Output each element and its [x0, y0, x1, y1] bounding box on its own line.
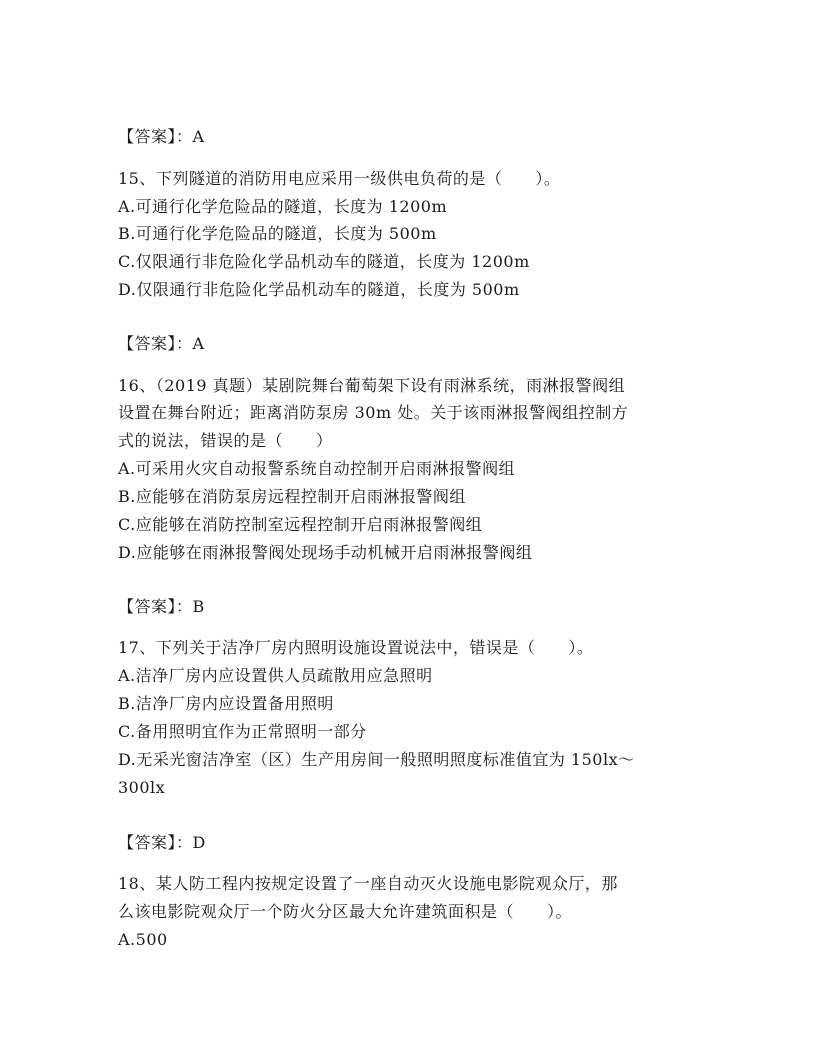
answer-16: 【答案】：B: [118, 597, 205, 616]
question-18-text-line-1: 18、某人防工程内按规定设置了一座自动灭火设施电影院观众厅，那: [118, 874, 618, 893]
question-16-option-a: A.可采用火灾自动报警系统自动控制开启雨淋报警阀组: [118, 459, 516, 478]
question-17-option-a: A.洁净厂房内应设置供人员疏散用应急照明: [118, 666, 433, 685]
answer-17: 【答案】：D: [118, 833, 206, 852]
question-16-option-c: C.应能够在消防控制室远程控制开启雨淋报警阀组: [118, 515, 483, 534]
question-15-option-c: C.仅限通行非危险化学品机动车的隧道，长度为 1200m: [118, 252, 530, 271]
question-15-option-d: D.仅限通行非危险化学品机动车的隧道，长度为 500m: [118, 280, 520, 299]
question-16-option-d: D.应能够在雨淋报警阀处现场手动机械开启雨淋报警阀组: [118, 543, 533, 562]
question-16-text-line-2: 设置在舞台附近；距离消防泵房 30m 处。关于该雨淋报警阀组控制方: [118, 403, 629, 422]
question-18-text-line-2: 么该电影院观众厅一个防火分区最大允许建筑面积是（ ）。: [118, 902, 573, 921]
question-15-text: 15、下列隧道的消防用电应采用一级供电负荷的是（ ）。: [118, 169, 561, 188]
question-17-option-d: D.无采光窗洁净室（区）生产用房间一般照明照度标准值宜为 150lx～: [118, 750, 635, 769]
question-17-option-d-continued: 300lx: [118, 778, 166, 797]
answer-14: 【答案】：A: [118, 127, 205, 146]
question-16-text-line-3: 式的说法，错误的是（ ）: [118, 431, 333, 450]
answer-15: 【答案】：A: [118, 334, 205, 353]
question-15-option-a: A.可通行化学危险品的隧道，长度为 1200m: [118, 197, 448, 216]
question-17-option-c: C.备用照明宜作为正常照明一部分: [118, 722, 367, 741]
question-16-option-b: B.应能够在消防泵房远程控制开启雨淋报警阀组: [118, 487, 466, 506]
question-18-option-a: A.500: [118, 930, 168, 949]
question-17-option-b: B.洁净厂房内应设置备用照明: [118, 694, 334, 713]
question-15-option-b: B.可通行化学危险品的隧道，长度为 500m: [118, 224, 437, 243]
question-16-text-line-1: 16、（2019 真题）某剧院舞台葡萄架下设有雨淋系统，雨淋报警阀组: [118, 376, 626, 395]
question-17-text: 17、下列关于洁净厂房内照明设施设置说法中，错误是（ ）。: [118, 638, 594, 657]
